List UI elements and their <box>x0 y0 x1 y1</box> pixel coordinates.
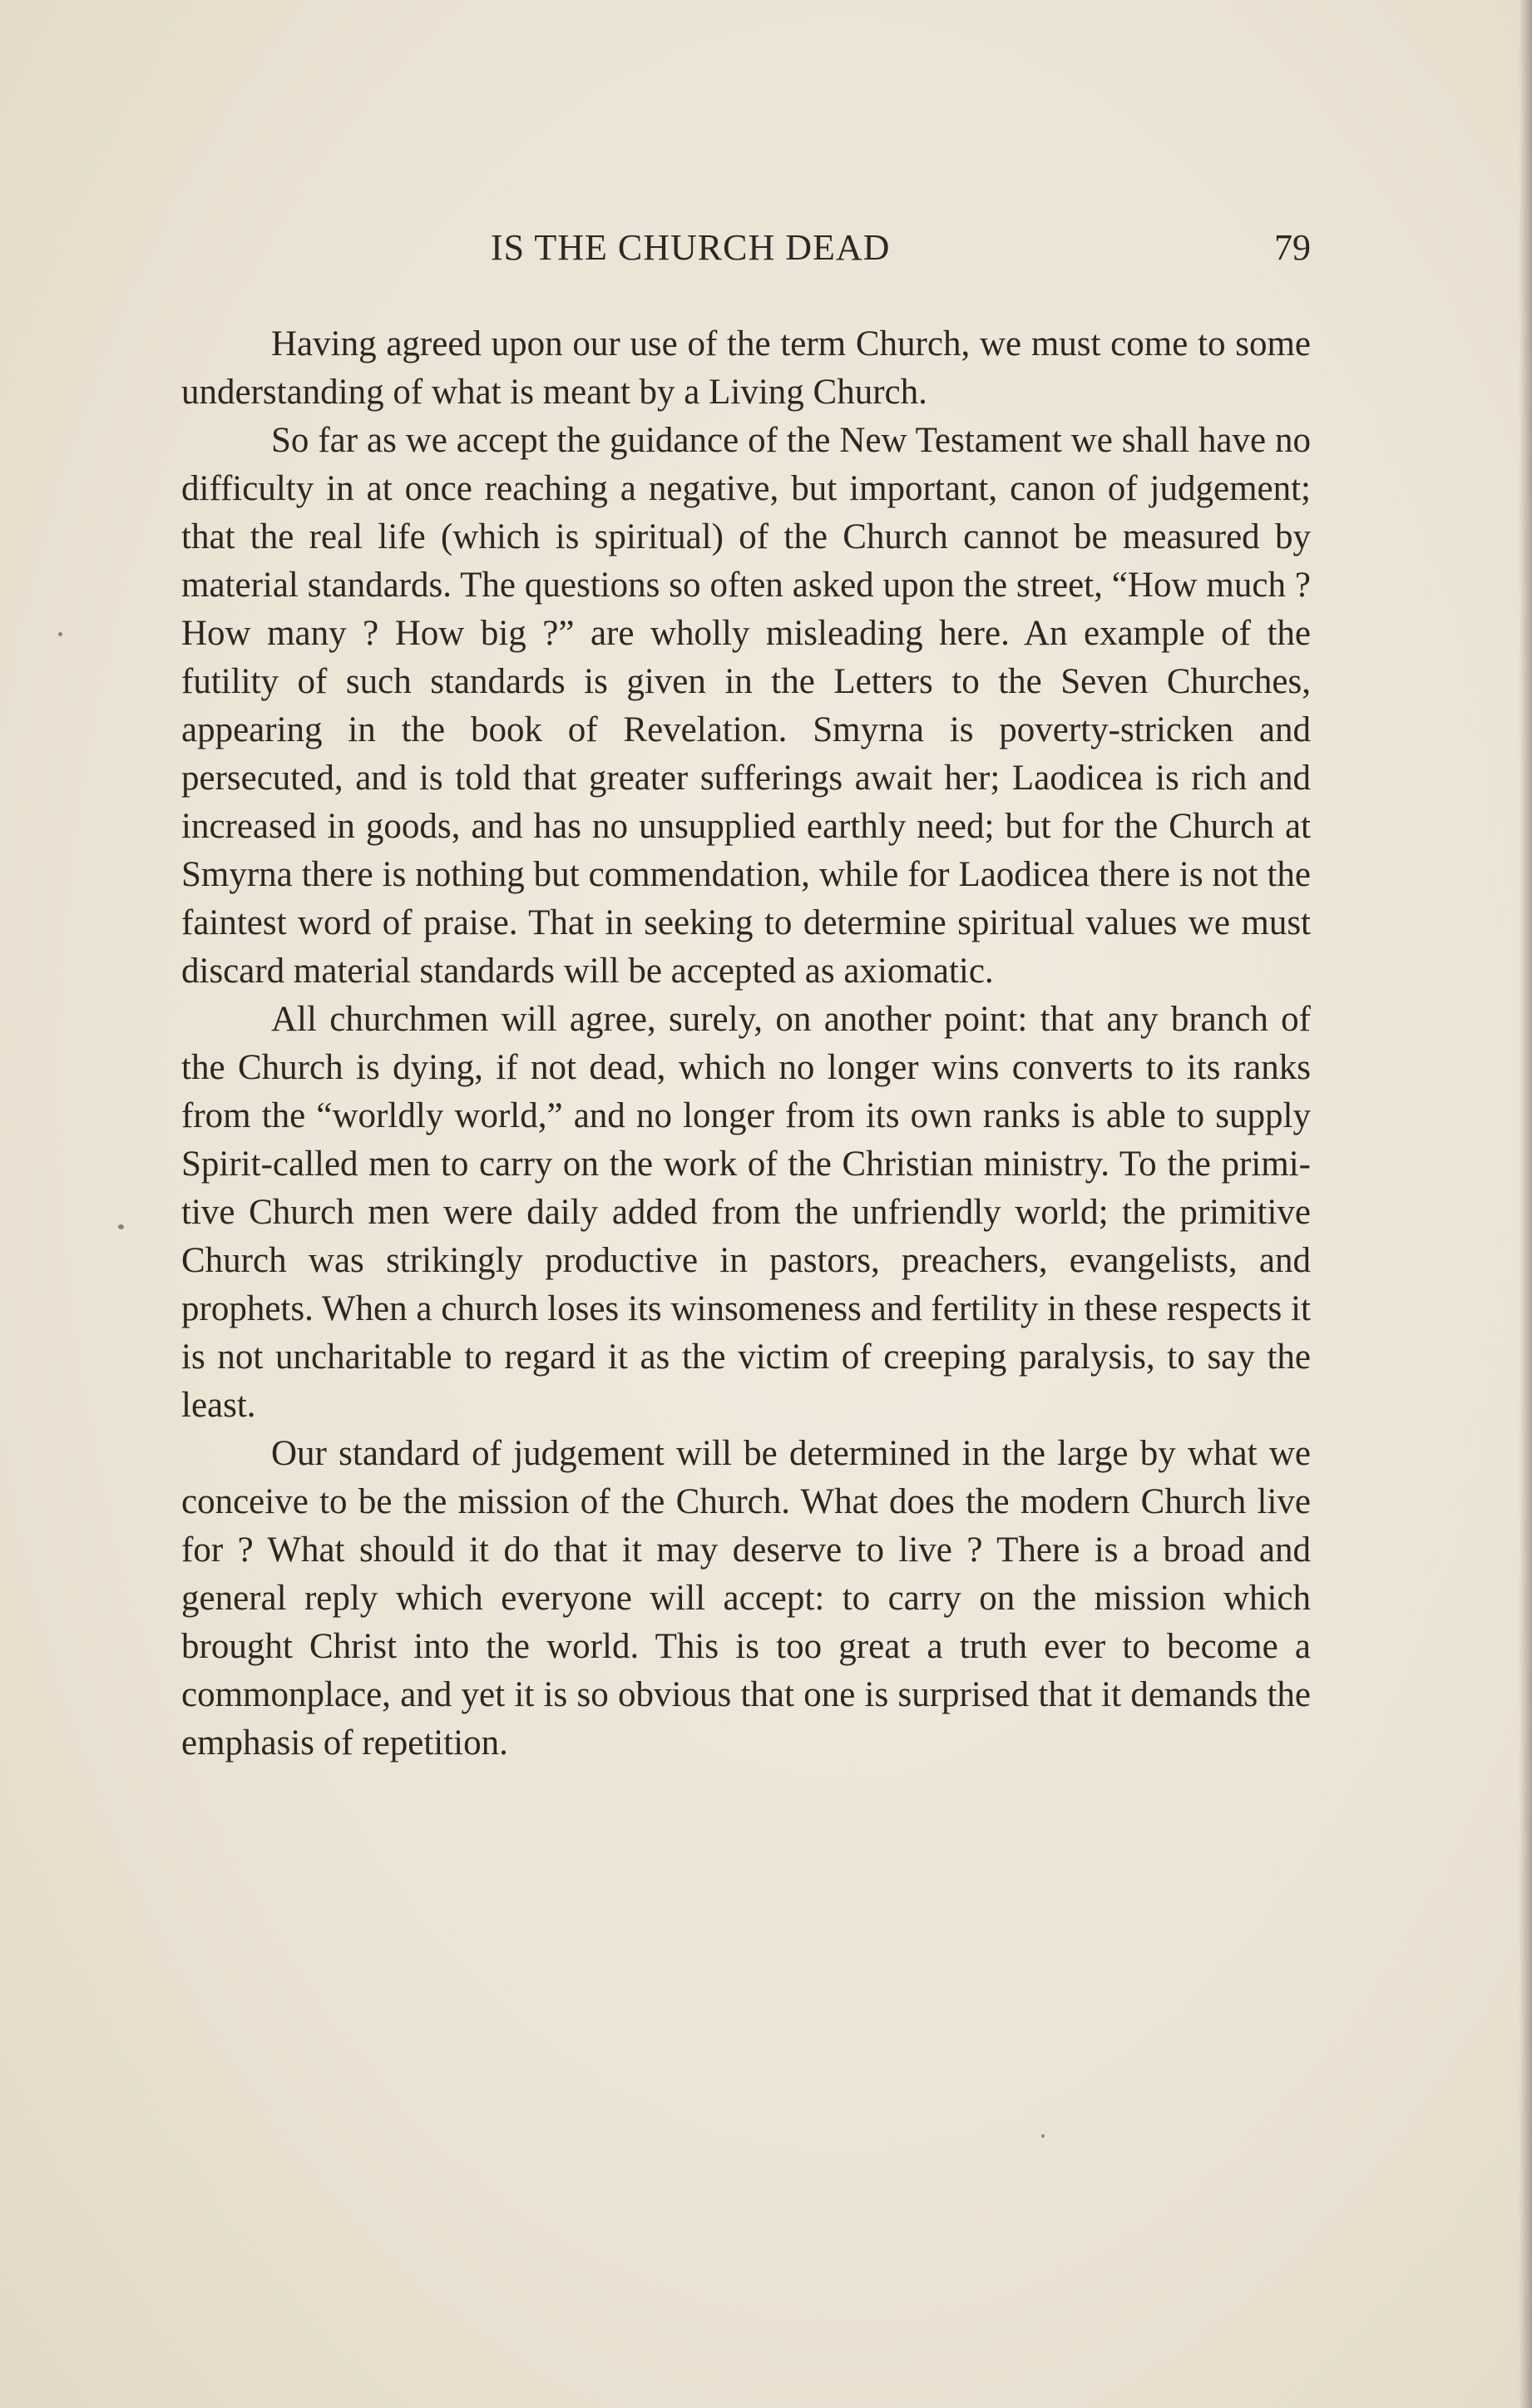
page-edge-shadow <box>1519 0 1532 2408</box>
paragraph-4: Our standard of judgement will be determined in the large by what we conceive to be the mission of the Church. What does the modern Church live for ? What should it do that it may deserve to live ? There is a broad and general reply which everyone will accept: to carry on the mission which brought Christ into the world. This is too great a truth ever to become a commonplace, and yet it is so obvious that one is surprised that it demands the emphasis of repetition. <box>181 1434 1311 1763</box>
running-head <box>264 226 1311 284</box>
paragraph-3: All churchmen will agree, surely, on another point: that any branch of the Church is dying, if not dead, which no longer wins converts to its ranks from the “worldly world,” and no longer from its own ranks is able to supply Spirit-called men to carry on the work of the Christian ministry. To the primitive Church men were daily added from the unfriendly world; the primitive Church was strikingly productive in pastors, preachers, evangelists, and prophets. When a church loses its winsomeness and fertility in these respects it is not uncharitable to regard it as the victim of creeping paralysis, to say the least. <box>181 1000 1311 1425</box>
text-body <box>181 320 1311 1768</box>
paper-speck <box>1041 2134 1045 2138</box>
paper-speck <box>58 632 62 636</box>
paper-speck <box>118 1224 124 1229</box>
paragraph-2: So far as we accept the guidance of the New Testament we shall have no difficulty in at once reaching a negative, but important, canon of judgement; that the real life (which is spiritual) of the Church cannot be measured by material standards. The questions so often asked upon the street, “How much ? How many ? How big ?” are wholly misleading here. An example of the futility of such standards is given in the Letters to the Seven Churches, appearing in the book of Revelation. Smyrna is poverty-stricken and persecuted, and is told that greater sufferings await her; Laodicea is rich and increased in goods, and has no unsupplied earthly need; but for the Church at Smyrna there is nothing but commendation, while for Laodicea there is not the faintest word of praise. That in seeking to determine spiritual values we must discard material standards will be accepted as axiomatic. <box>181 421 1311 991</box>
page-number: 79 <box>1274 227 1311 268</box>
paragraph-1: Having agreed upon our use of the term Church, we must come to some understanding of what is meant by a Living Church. <box>181 324 1311 412</box>
running-title: IS THE CHURCH DEAD <box>491 227 891 268</box>
